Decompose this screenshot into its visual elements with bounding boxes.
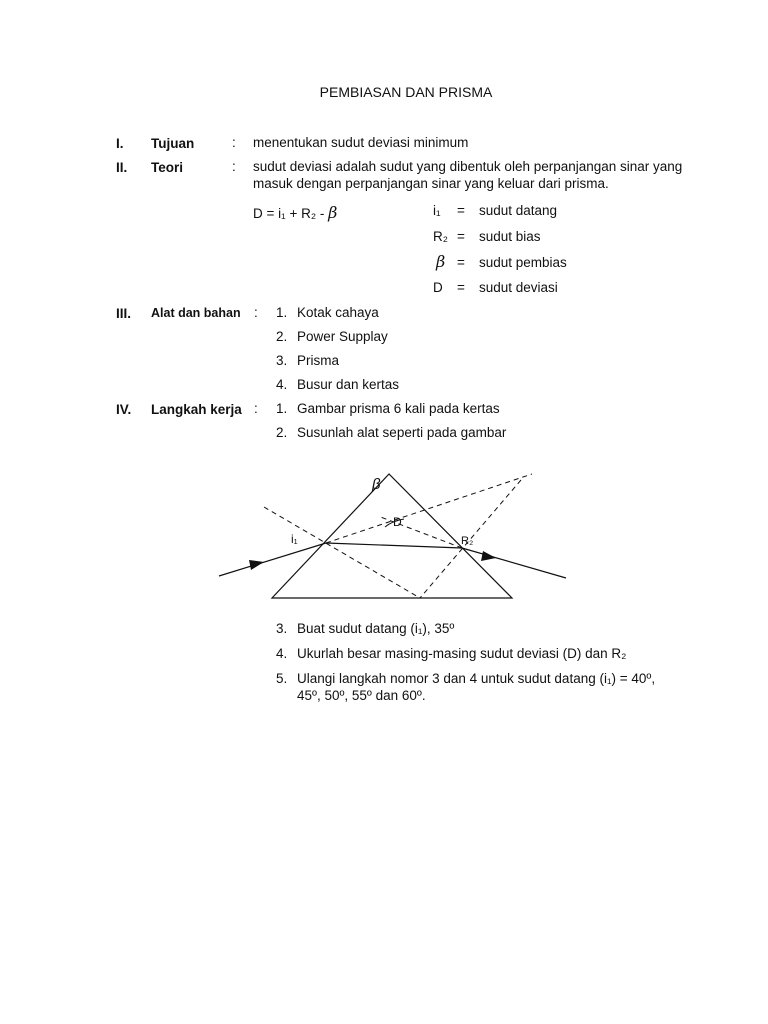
formula-lhs: D = i₁ + R₂ - bbox=[253, 206, 329, 221]
diagram-label-r2: R₂ bbox=[461, 535, 474, 547]
list-number: 1. bbox=[276, 305, 288, 320]
step-number: 5. bbox=[276, 671, 288, 686]
list-item: Power Supplay bbox=[297, 329, 388, 344]
step-number: 1. bbox=[276, 401, 288, 416]
emergent-extension-dashed bbox=[378, 516, 462, 548]
legend-description: sudut pembias bbox=[479, 255, 567, 270]
colon: : bbox=[254, 401, 258, 416]
section-label-alat: Alat dan bahan bbox=[151, 306, 241, 320]
arrow-icon bbox=[249, 560, 264, 570]
legend-symbol: R₂ bbox=[433, 229, 448, 244]
section-number: III. bbox=[116, 306, 132, 321]
legend-description: sudut datang bbox=[479, 203, 558, 218]
arrow-icon bbox=[481, 551, 496, 561]
list-number: 2. bbox=[276, 329, 288, 344]
step-text: Gambar prisma 6 kali pada kertas bbox=[297, 401, 500, 416]
list-number: 3. bbox=[276, 353, 288, 368]
legend-description: sudut deviasi bbox=[479, 280, 558, 295]
section-label-teori: Teori bbox=[151, 160, 184, 175]
list-number: 4. bbox=[276, 377, 288, 392]
legend-equals: = bbox=[457, 229, 465, 244]
colon: : bbox=[232, 159, 236, 174]
legend-equals: = bbox=[457, 255, 465, 270]
step-text-line1: Ulangi langkah nomor 3 dan 4 untuk sudut datang (i₁) = 40º, bbox=[297, 671, 656, 686]
legend-symbol: D bbox=[433, 280, 443, 295]
section-label-tujuan: Tujuan bbox=[151, 136, 195, 151]
section-number: II. bbox=[116, 160, 128, 175]
incident-ray bbox=[219, 543, 326, 576]
tujuan-text: menentukan sudut deviasi minimum bbox=[253, 135, 469, 150]
diagram-label-i1: i₁ bbox=[291, 532, 298, 546]
diagram-label-d: D bbox=[393, 515, 402, 529]
legend-description: sudut bias bbox=[479, 229, 541, 244]
beta-symbol: β bbox=[328, 203, 338, 222]
section-label-langkah: Langkah kerja bbox=[151, 402, 242, 417]
step-text: Buat sudut datang (i₁), 35º bbox=[297, 621, 455, 636]
section-number: IV. bbox=[116, 402, 132, 417]
teori-text-line1: sudut deviasi adalah sudut yang dibentuk oleh perpanjangan sinar yang bbox=[253, 159, 683, 174]
step-number: 4. bbox=[276, 646, 288, 661]
legend-symbol: i₁ bbox=[433, 203, 441, 218]
step-number: 2. bbox=[276, 425, 288, 440]
diagram-label-beta: β bbox=[372, 476, 381, 493]
section-number: I. bbox=[116, 136, 124, 151]
legend-equals: = bbox=[457, 203, 465, 218]
page-title: PEMBIASAN DAN PRISMA bbox=[319, 84, 493, 100]
colon: : bbox=[254, 305, 258, 320]
teori-text-line2: masuk dengan perpanjangan sinar yang keluar dari prisma. bbox=[253, 176, 609, 191]
list-item: Prisma bbox=[297, 353, 340, 368]
step-number: 3. bbox=[276, 621, 288, 636]
list-item: Busur dan kertas bbox=[297, 377, 400, 392]
legend-symbol-beta: β bbox=[436, 252, 446, 271]
step-text: Susunlah alat seperti pada gambar bbox=[297, 425, 507, 440]
step-text-line2: 45º, 50º, 55º dan 60º. bbox=[297, 688, 426, 703]
colon: : bbox=[232, 135, 236, 150]
step-text: Ukurlah besar masing-masing sudut deviasi (D) dan R₂ bbox=[297, 646, 627, 661]
refracted-ray bbox=[326, 543, 462, 548]
legend-equals: = bbox=[457, 280, 465, 295]
list-item: Kotak cahaya bbox=[297, 305, 379, 320]
prism-triangle bbox=[272, 474, 512, 598]
